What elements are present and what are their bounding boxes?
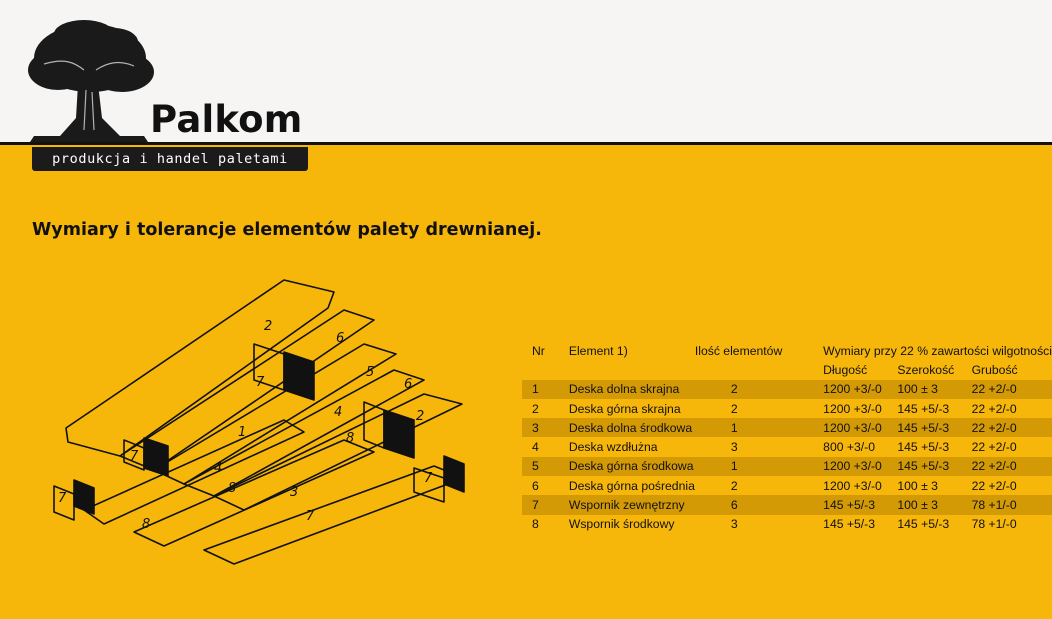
table-row: 5 Deska górna środkowa 1 1200 +3/-0 145 +5/-3 22 +2/-0 — [522, 457, 1052, 476]
col-header-element: Element 1) — [568, 343, 628, 358]
col-header-thickness: Grubość — [971, 362, 1018, 377]
pallet-block-4 — [74, 480, 94, 514]
table-row: 8 Wspornik środkowy 3 145 +5/-3 145 +5/-3 78 +1/-0 — [532, 517, 1017, 532]
pallet-label-6: 6 — [336, 331, 345, 346]
pallet-label-1: 1 — [238, 425, 247, 440]
pallet-label-3: 3 — [290, 485, 299, 500]
pallet-label-7e: 7 — [306, 509, 315, 524]
col-header-count: Ilość elementów — [694, 343, 783, 358]
table-row: 6 Deska górna pośrednia 2 1200 +3/-0 100 ± 3 22 +2/-0 — [532, 478, 1017, 493]
brand-name[interactable]: Palkom — [150, 98, 303, 141]
table-subheader-row — [522, 360, 1052, 379]
pallet-label-2b: 2 — [416, 409, 425, 424]
pallet-label-4: 4 — [334, 405, 343, 420]
pallet-block-3 — [144, 438, 168, 476]
pallet-label-7d: 7 — [58, 491, 67, 506]
dimensions-table — [522, 341, 1052, 534]
page-title: Wymiary i tolerancje elementów palety drewnianej. — [32, 220, 542, 240]
site-header — [0, 0, 1052, 145]
pallet-label-7b: 7 — [130, 449, 139, 464]
table-row: 7 Wspornik zewnętrzny 6 145 +5/-3 100 ± 3 78 +1/-0 — [522, 495, 1052, 514]
wooden-pallet-diagram — [44, 270, 484, 570]
col-header-dimensions: Wymiary przy 22 % zawartości wilgotności — [823, 343, 1052, 358]
pallet-block-2 — [384, 410, 414, 458]
col-header-nr: Nr — [532, 343, 545, 358]
pallet-label-6b: 6 — [404, 377, 413, 392]
table-row: 1 Deska dolna skrajna 2 1200 +3/-0 100 ± 3 22 +2/-0 — [522, 380, 1052, 399]
col-header-length: Długość — [823, 362, 868, 377]
pallet-label-2: 2 — [264, 319, 273, 334]
pallet-label-7c: 7 — [424, 471, 433, 486]
pallet-label-8b: 8 — [228, 481, 237, 496]
col-header-width: Szerokość — [897, 362, 955, 377]
pallet-label-8: 8 — [346, 431, 355, 446]
pallet-label-8c: 8 — [142, 517, 151, 532]
table-row: 4 Deska wzdłużna 3 800 +3/-0 145 +5/-3 22 +2/-0 — [532, 440, 1017, 455]
pallet-label-5: 5 — [366, 365, 375, 380]
oak-tree-icon — [24, 18, 156, 142]
pallet-label-4b: 4 — [214, 461, 223, 476]
pallet-label-7: 7 — [256, 375, 265, 390]
table-row: 2 Deska górna skrajna 2 1200 +3/-0 145 +5/-3 22 +2/-0 — [532, 401, 1017, 416]
pallet-block-5 — [444, 456, 464, 492]
table-header-row — [522, 341, 1052, 360]
table-row: 3 Deska dolna środkowa 1 1200 +3/-0 145 +5/-3 22 +2/-0 — [522, 418, 1052, 437]
tagline: produkcja i handel paletami — [32, 147, 308, 171]
pallet-block-1 — [284, 352, 314, 400]
